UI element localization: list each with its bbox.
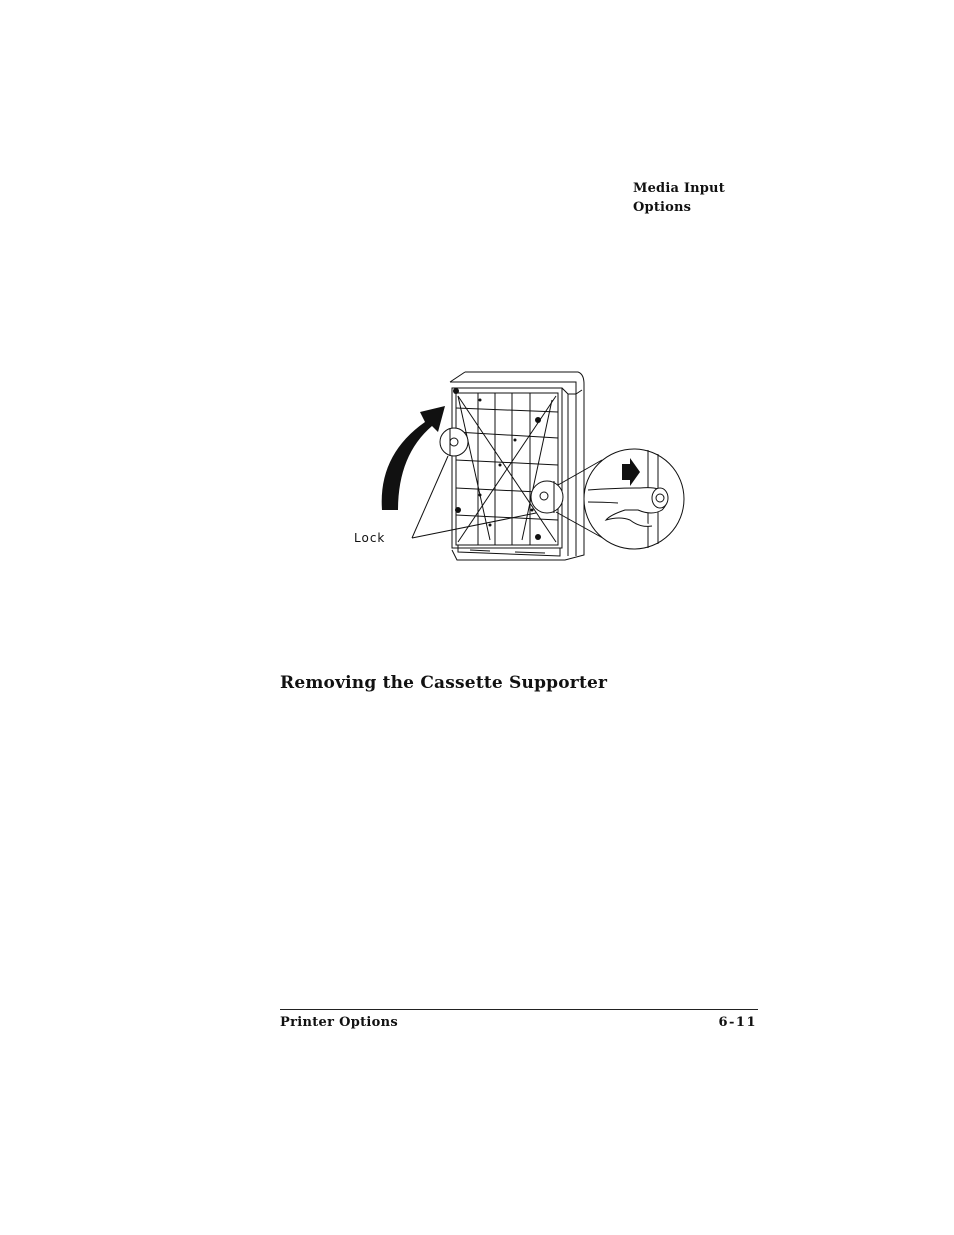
lock-callout-label: Lock xyxy=(354,531,386,545)
footer-chapter-title: Printer Options xyxy=(280,1015,398,1030)
cassette-supporter-illustration xyxy=(340,360,700,575)
footer-divider xyxy=(280,1009,758,1010)
footer-page-number: 6-11 xyxy=(718,1015,757,1030)
side-heading xyxy=(633,179,725,217)
section-title: Removing the Cassette Supporter xyxy=(280,673,608,693)
side-heading-line-1: Media Input xyxy=(633,181,725,196)
rotate-arrow-icon xyxy=(382,406,445,510)
printer-back-illustration-svg xyxy=(340,360,700,575)
housing-outline xyxy=(452,372,584,560)
side-heading-line-2: Options xyxy=(633,200,692,215)
